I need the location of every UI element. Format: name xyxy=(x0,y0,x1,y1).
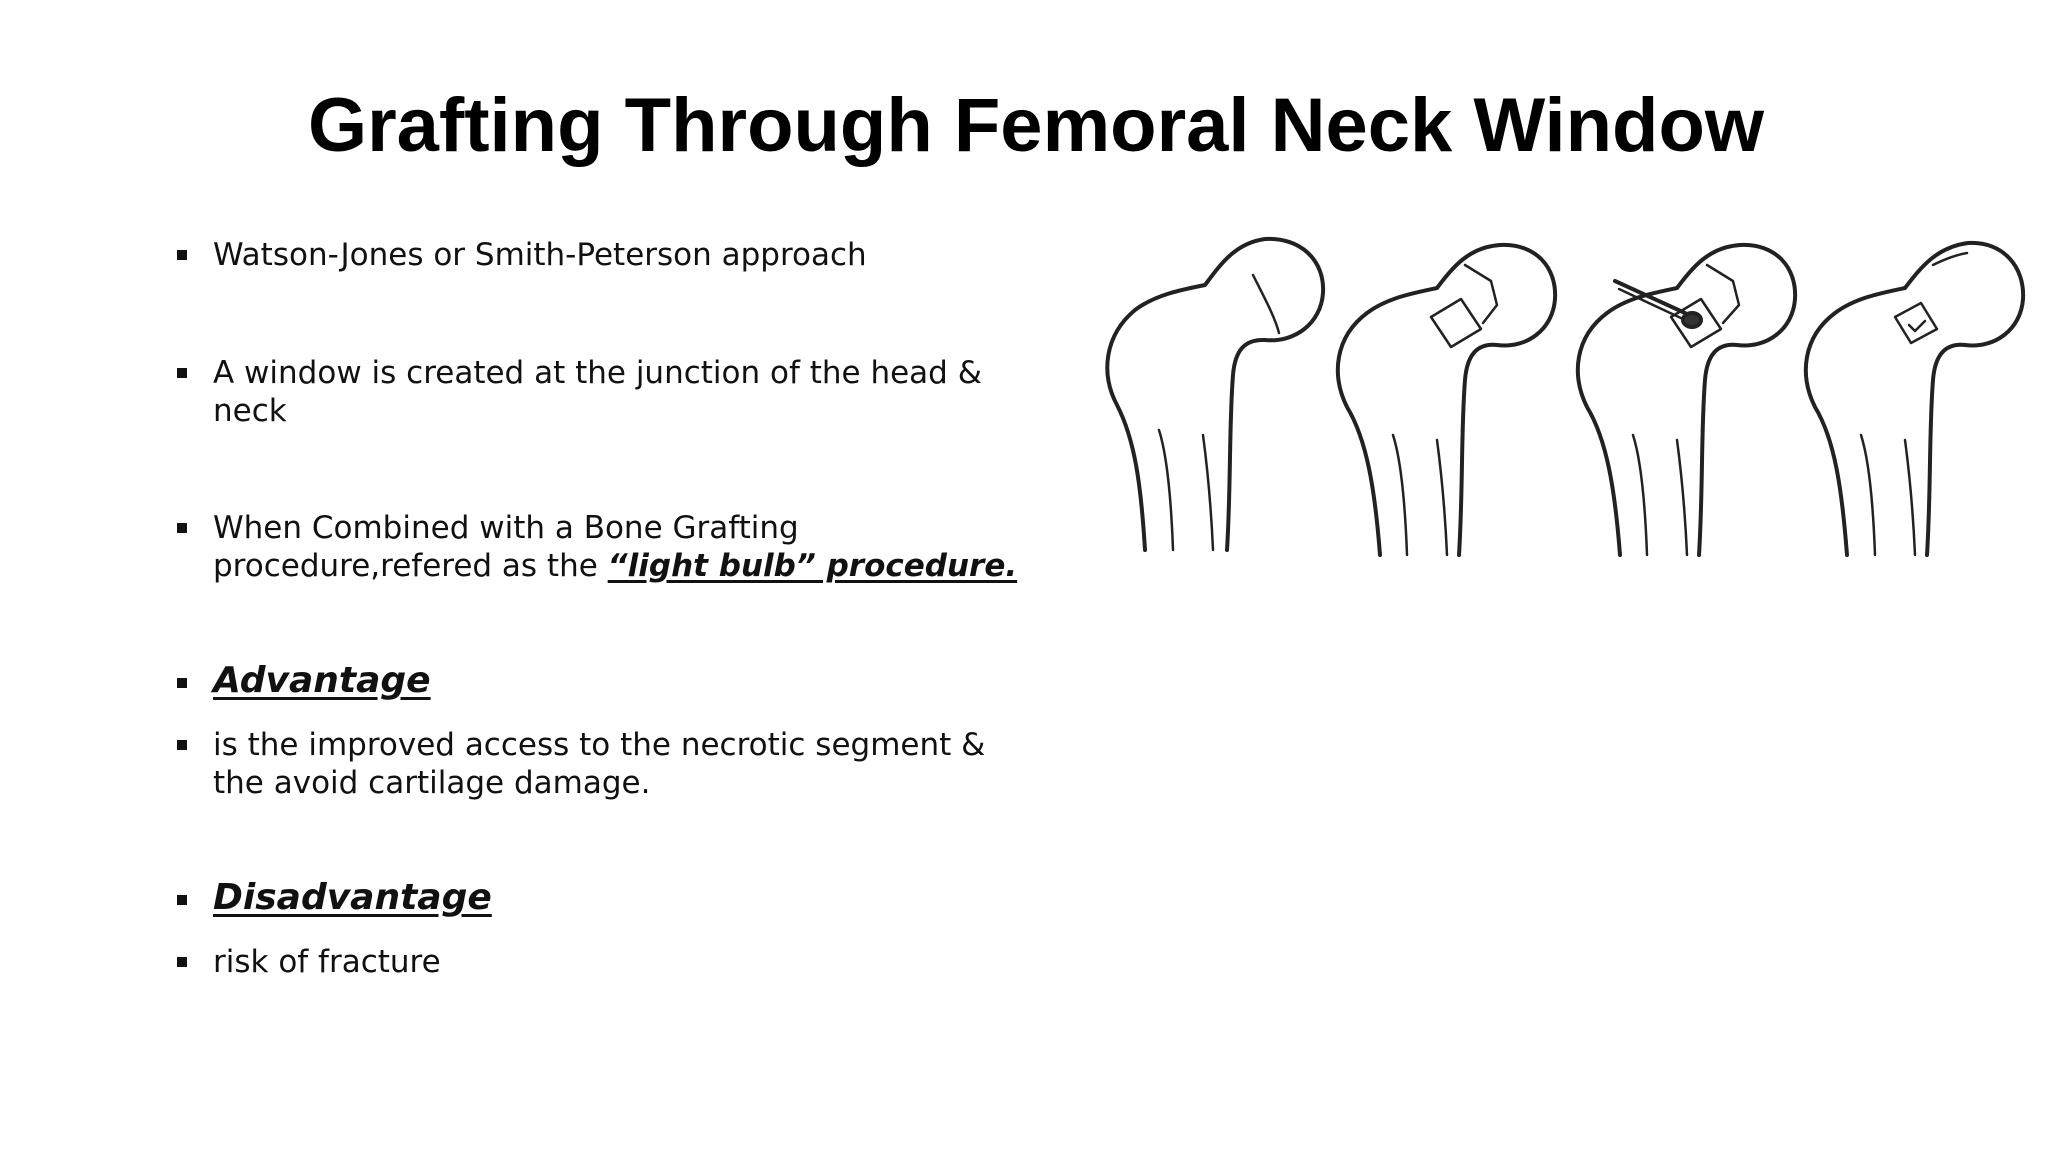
bullet-disadvantage xyxy=(175,943,1055,981)
femur-window-sketch xyxy=(1338,245,1555,555)
bullet-advantage-line2: the avoid cartilage damage. xyxy=(213,765,651,801)
bullet-disadvantage-heading xyxy=(175,879,1055,917)
bullet-advantage-line1: is the improved access to the necrotic segment & xyxy=(213,727,986,763)
bullet-light-bulb-line2 xyxy=(213,547,1055,585)
bullet-advantage-heading xyxy=(175,662,1055,700)
bullet-light-bulb-prefix: procedure,refered as the xyxy=(213,548,608,584)
femur-healed-sketch xyxy=(1806,243,2023,555)
light-bulb-procedure-emphasis: “light bulb” procedure. xyxy=(607,548,1018,584)
bullet-light-bulb xyxy=(175,509,1055,585)
bullet-window-line2: neck xyxy=(213,393,287,429)
disadvantage-heading: Disadvantage xyxy=(213,877,492,918)
bullet-marker xyxy=(177,678,187,688)
femur-sketch-sequence-icon xyxy=(1095,225,2030,570)
bullet-marker xyxy=(177,368,187,378)
bullet-marker xyxy=(177,250,187,260)
bullet-window xyxy=(175,354,1055,430)
bullet-approach xyxy=(175,236,1055,274)
bullet-advantage xyxy=(175,726,1055,802)
bullet-marker xyxy=(177,740,187,750)
femur-sketch-svg xyxy=(1095,225,2030,570)
slide-title: Grafting Through Femoral Neck Window xyxy=(307,83,1765,168)
bullet-list xyxy=(175,0,1055,1152)
bullet-marker xyxy=(177,523,187,533)
bullet-light-bulb-line1: When Combined with a Bone Grafting xyxy=(213,510,799,546)
bullet-marker xyxy=(177,895,187,905)
femur-intact-sketch xyxy=(1107,239,1323,550)
bullet-disadvantage-text: risk of fracture xyxy=(213,944,441,980)
advantage-heading: Advantage xyxy=(213,660,431,701)
femur-drilling-sketch xyxy=(1578,245,1795,555)
bullet-window-line1: A window is created at the junction of the head & xyxy=(213,355,982,391)
bullet-marker xyxy=(177,957,187,967)
bullet-approach-text: Watson-Jones or Smith-Peterson approach xyxy=(213,237,867,273)
